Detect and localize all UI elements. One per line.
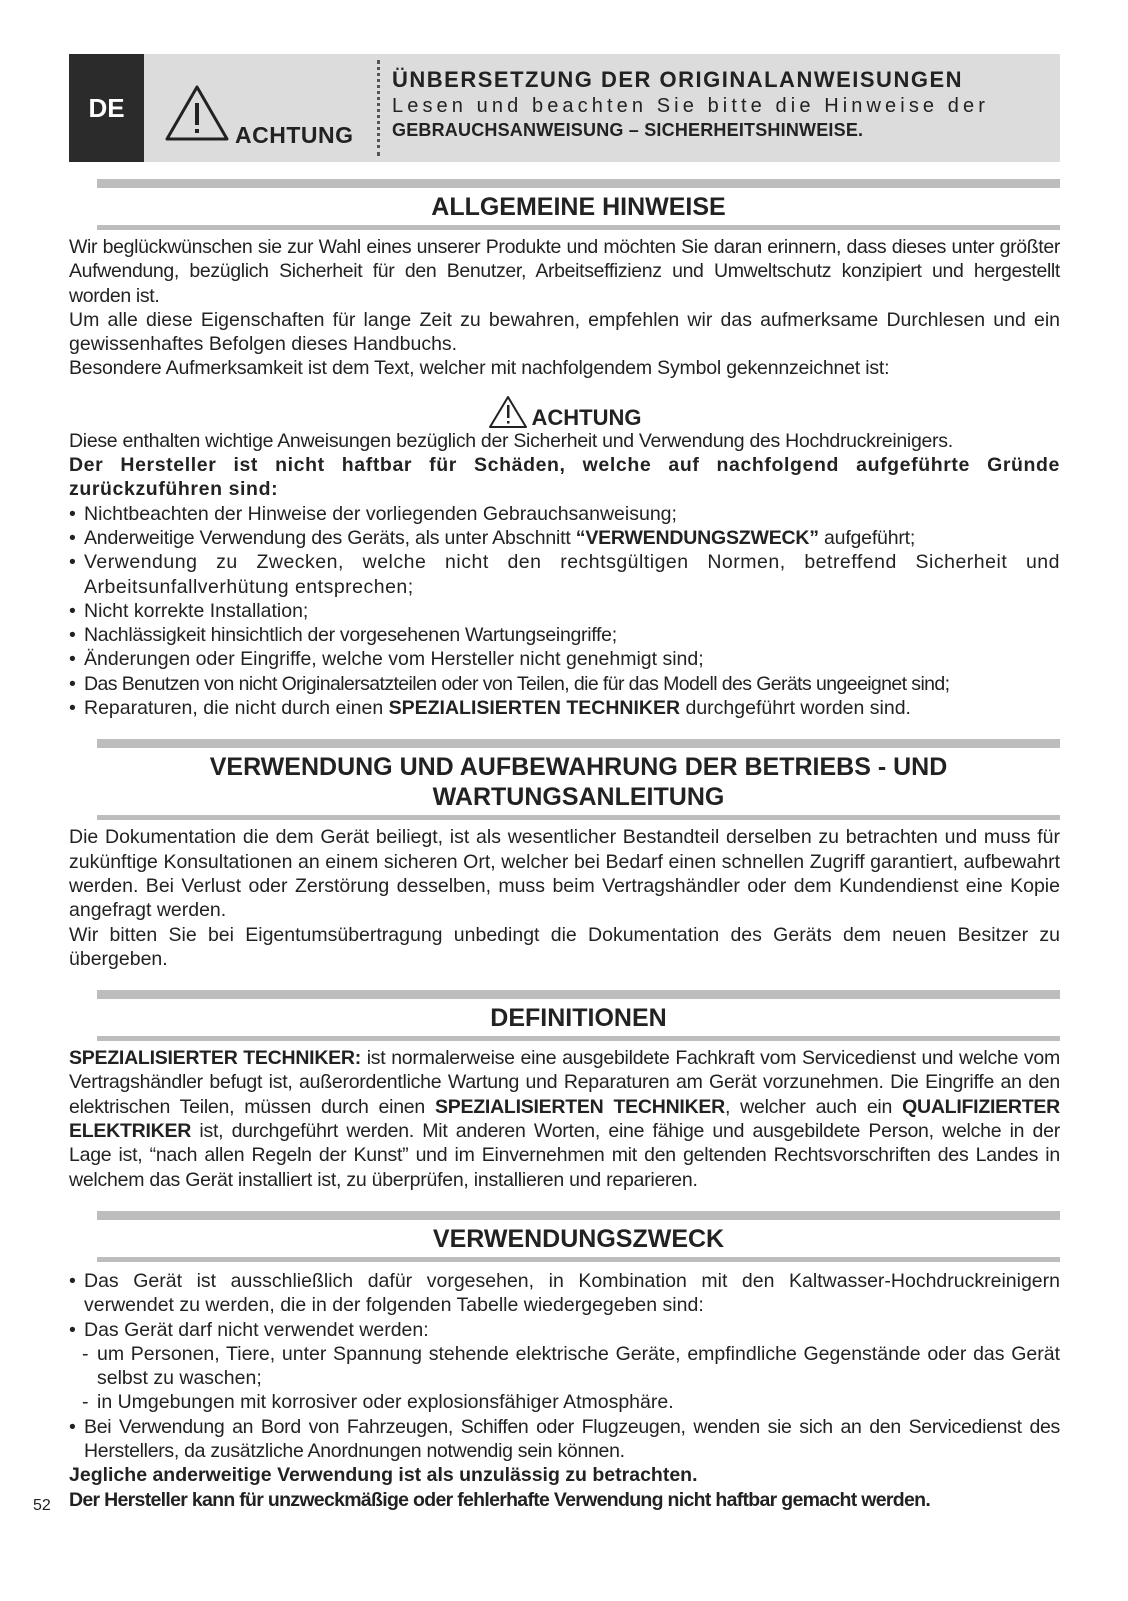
section-bar	[97, 1211, 1060, 1220]
list-item: • Nichtbeachten der Hinweise der vorliegenden Gebrauchsanweisung;	[69, 502, 1060, 526]
header-subtitle: Lesen und beachten Sie bitte die Hinweise der	[392, 95, 989, 117]
page-header	[69, 54, 1060, 162]
liability-list	[69, 502, 1060, 721]
term-text: ist normalerweise eine ausgebildete Fachkraft vom Servicedienst und welche vom Vertragshändler befugt ist, außerordentliche Wartung und Reparaturen am Gerät vorzunehmen. Die Eingriffe an den elektrischen Teilen, müssen durch einen	[69, 1047, 1060, 1118]
inline-warning	[69, 395, 1060, 429]
list-item-text: aufgeführt;	[818, 526, 916, 549]
warning-triangle-icon	[488, 395, 528, 429]
bold-paragraph: Der Hersteller kann für unzweckmäßige oder fehlerhafte Verwendung nicht haftbar gemacht werden.	[69, 1488, 931, 1511]
warning-label: ACHTUNG	[531, 404, 642, 430]
list-item: - in Umgebungen mit korrosiver oder explosionsfähiger Atmosphäre.	[69, 1390, 1060, 1414]
general-body	[69, 235, 1060, 720]
warning-block	[144, 54, 377, 162]
definitions-body	[69, 1046, 1060, 1192]
section-title: VERWENDUNGSZWECK	[432, 1224, 725, 1253]
paragraph: Um alle diese Eigenschaften für lange Zeit zu bewahren, empfehlen wir das aufmerksame Durchlesen und ein gewissenhaftes Befolgen dieses Handbuchs.	[69, 308, 1060, 356]
section-general	[69, 179, 1060, 230]
term-text: , welcher auch ein	[725, 1095, 903, 1118]
paragraph: Wir bitten Sie bei Eigentumsübertragung unbedingt die Dokumentation des Geräts dem neuen Besitzer zu übergeben.	[69, 923, 1060, 970]
paragraph: Wir beglückwünschen sie zur Wahl eines unserer Produkte und möchten Sie daran erinnern, dass dieses unter größter Aufwendung, bezüglich Sicherheit für den Benutzer, Arbeitseffizienz und Umweltschutz konzipiert und hergestellt worden ist.	[69, 236, 1060, 307]
bold-paragraph: Der Hersteller ist nicht haftbar für Schäden, welche auf nachfolgend aufgeführte Gründe zurückzuführen sind:	[69, 454, 1060, 501]
list-item	[69, 696, 1060, 720]
list-item: • Verwendung zu Zwecken, welche nicht den rechtsgültigen Normen, betreffend Sicherheit und Arbeitsunfallverhütung entsprechen;	[69, 550, 1060, 599]
list-item: • Nicht korrekte Installation;	[69, 599, 1060, 623]
page-number: 52	[33, 1497, 51, 1514]
intended-use-body	[69, 1269, 1060, 1512]
list-item-text: Anderweitige Verwendung des Geräts, als unter Abschnitt	[84, 526, 576, 549]
use-list	[69, 1415, 1060, 1464]
list-item-bold: “VERWENDUNGSZWECK”	[575, 526, 819, 549]
section-underline	[97, 815, 1060, 820]
term-text: ist, durchgeführt werden. Mit anderen Worten, eine fähige und ausgebildete Person, welche in der Lage ist, “nach allen Regeln der Kunst” und im Einvernehmen mit den geltenden Rechtsvorschriften des Landes in welchem das Gerät installiert ist, zu überprüfen, installieren und reparieren.	[69, 1120, 1060, 1191]
list-item: • Nachlässigkeit hinsichtlich der vorgesehenen Wartungseingriffe;	[69, 623, 1060, 647]
warning-triangle-icon	[164, 84, 230, 142]
section-title	[69, 748, 1060, 812]
section-title: DEFINITIONEN	[490, 1004, 667, 1033]
section-bar	[97, 990, 1060, 999]
header-subtitle-bold: GEBRAUCHSANWEISUNG – SICHERHEITSHINWEISE.	[392, 120, 864, 140]
section-title-line: VERWENDUNG UND AUFBEWAHRUNG DER BETRIEBS - UND	[209, 753, 948, 782]
section-underline	[97, 1036, 1060, 1041]
header-text	[380, 54, 1060, 162]
language-badge: DE	[69, 54, 144, 162]
list-item-text: Reparaturen, die nicht durch einen	[84, 697, 389, 720]
list-item-bold: SPEZIALISIERTEN TECHNIKER	[388, 697, 681, 720]
section-underline	[97, 225, 1060, 230]
list-item: • Das Benutzen von nicht Originalersatzteilen oder von Teilen, die für das Modell des Geräts ungeeignet sind;	[69, 672, 1060, 696]
section-title: ALLGEMEINE HINWEISE	[431, 193, 726, 221]
list-item: - um Personen, Tiere, unter Spannung stehende elektrische Geräte, empfindliche Gegenstände oder das Gerät selbst zu waschen;	[69, 1342, 1060, 1391]
list-item-text: durchgeführt worden sind.	[680, 697, 911, 720]
list-item: • Bei Verwendung an Bord von Fahrzeugen, Schiffen oder Flugzeugen, wenden sie sich an den Servicedienst des Herstellers, da zusätzliche Anordnungen notwendig sein können.	[69, 1415, 1060, 1464]
section-definitions	[69, 990, 1060, 1041]
bold-paragraph: Jegliche anderweitige Verwendung ist als unzulässig zu betrachten.	[69, 1464, 698, 1487]
header-title: ÜNBERSETZUNG DER ORIGINALANWEISUNGEN	[392, 67, 964, 92]
section-intended-use	[69, 1211, 1060, 1262]
paragraph: Diese enthalten wichtige Anweisungen bezüglich der Sicherheit und Verwendung des Hochdruckreinigers.	[69, 429, 953, 452]
warning-label: ACHTUNG	[235, 122, 354, 148]
list-item: • Das Gerät darf nicht verwendet werden:	[69, 1318, 1060, 1342]
paragraph: Die Dokumentation die dem Gerät beiliegt, ist als wesentlicher Bestandteil derselben zu betrachten und muss für zukünftige Konsultationen an einem sicheren Ort, welcher bei Bedarf einen schnellen Zugriff garantiert, aufbewahrt werden. Bei Verlust oder Zerstörung desselben, muss beim Vertragshändler oder dem Kundendienst eine Kopie angefragt werden.	[69, 826, 1060, 922]
paragraph	[69, 1046, 1060, 1192]
list-item	[69, 526, 1060, 550]
term-bold: SPEZIALISIERTEN TECHNIKER	[434, 1095, 725, 1118]
list-item: • Änderungen oder Eingriffe, welche vom Hersteller nicht genehmigt sind;	[69, 647, 1060, 671]
list-item: • Das Gerät ist ausschließlich dafür vorgesehen, in Kombination mit den Kaltwasser-Hochdruckreinigern verwendet zu werden, die in der folgenden Tabelle wiedergegeben sind:	[69, 1269, 1060, 1318]
manual-page	[69, 54, 1060, 1512]
term-bold: SPEZIALISIERTER TECHNIKER:	[69, 1047, 361, 1070]
section-title-line: WARTUNGSANLEITUNG	[432, 783, 725, 812]
section-storage	[69, 739, 1060, 820]
prohibited-list	[69, 1342, 1060, 1415]
storage-body	[69, 825, 1060, 971]
section-underline	[97, 1257, 1060, 1262]
section-bar	[97, 739, 1060, 748]
term-bold: QUALIFIZIERTER ELEKTRIKER	[69, 1095, 1060, 1143]
paragraph: Besondere Aufmerksamkeit ist dem Text, welcher mit nachfolgendem Symbol gekennzeichnet ist:	[69, 357, 890, 380]
use-list	[69, 1269, 1060, 1342]
section-bar	[97, 179, 1060, 188]
